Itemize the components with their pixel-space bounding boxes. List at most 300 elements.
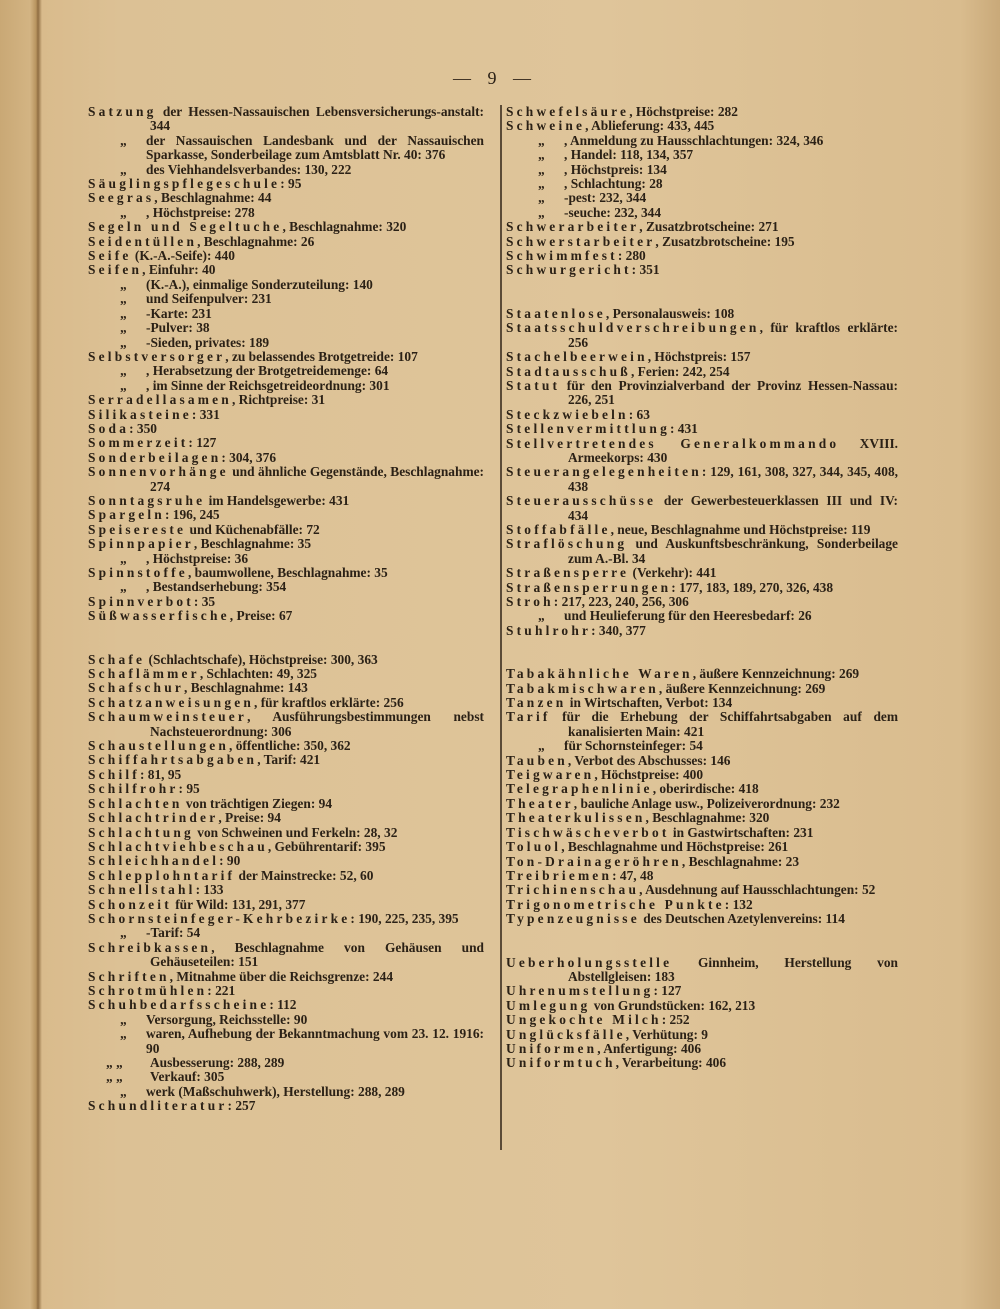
index-entry [88,177,484,191]
index-group [506,956,898,1071]
index-references: : 340, 377 [591,622,646,638]
index-entry [88,566,484,580]
index-entry [88,681,484,695]
index-references: der Gewerbesteuerklassen III und IV: 434 [568,493,898,523]
index-headword: Schuhbedarfsscheine [88,997,270,1013]
ditto-mark: „ [538,161,545,177]
ditto-mark: „ [120,363,127,379]
index-headword: Selbstversorger [88,348,226,364]
index-headword: Steuerausschüsse [506,493,657,509]
index-group [506,105,898,278]
index-column-left [88,105,484,1143]
index-entry [506,797,898,811]
index-entry [506,437,898,466]
index-references: : 81, 95 [139,766,182,782]
ditto-mark: „ [538,204,545,220]
index-references: für den Provinzialverband der Provinz Hessen-Nassau: 226, 251 [560,377,898,408]
index-entry [88,826,484,840]
index-entry [506,782,898,796]
index-subentry [506,191,898,205]
index-references: : 112 [269,997,297,1013]
index-entry [88,854,484,868]
index-headword: Staatenlose [506,305,606,321]
index-references: , zu belassendes Brotgetreide: 107 [225,348,418,364]
index-references: in Gastwirtschaften: 231 [669,824,814,840]
index-headword: Ton-Drainageröhren [506,853,682,869]
index-headword: Statut [506,377,561,393]
index-references: , Personalausweis: 108 [605,305,735,321]
ditto-mark: „ [120,204,127,220]
index-entry [506,465,898,494]
index-references: : 350 [129,420,157,436]
ditto-mark: „ [120,132,127,148]
index-entry [506,581,898,595]
index-entry [506,105,898,119]
index-references: von Grundstücken: 162, 213 [590,997,756,1013]
ditto-mark: „ [538,132,545,148]
index-references: des Deutschen Azetylenvereins: 114 [639,911,845,927]
index-headword: Stellenvermittlung [506,421,670,437]
index-references: und ähnliche Gegenstände, Beschlagnahme: 274 [150,464,484,494]
index-headword: Steckzwiebeln [506,406,629,422]
index-entry [88,105,484,134]
index-references: , oberirdische: 418 [652,781,759,797]
index-subentry [88,580,484,594]
index-references: , baumwollene, Beschlagnahme: 35 [187,565,388,580]
index-entry [506,595,898,609]
index-headword: Stachelbeerwein [506,349,648,365]
index-references: : 217, 223, 240, 256, 306 [553,594,689,609]
index-entry [88,494,484,508]
index-entry [88,408,484,422]
index-subentry [506,739,898,753]
index-entry [506,350,898,364]
index-headword: Trichinenschau [506,882,640,898]
ditto-mark: „ [538,147,545,163]
index-entry [88,220,484,234]
index-entry [88,941,484,970]
index-group [506,307,898,638]
index-references: : 280 [617,248,646,264]
ditto-mark: „ [538,738,545,754]
ditto-mark: „ [120,276,127,292]
index-references: , neue, Beschlagnahme und Höchstpreise: 119 [610,521,871,537]
index-headword: Stuhlrohr [506,622,592,638]
index-subentry [88,379,484,393]
index-references: werk (Maßschuhwerk), Herstellung: 288, 289 [146,1083,405,1099]
index-entry [506,754,898,768]
index-references: , Bestandserhebung: 354 [146,579,287,595]
index-references: , Ablieferung: 433, 445 [585,118,715,134]
index-headword: Sonderbeilagen [88,449,222,465]
index-entry [506,855,898,869]
index-headword: Theaterkulissen [506,810,646,826]
index-entry [506,696,898,710]
index-references: , Gebührentarif: 395 [267,838,386,854]
index-entry [88,710,484,739]
index-headword: Schwimmfest [506,248,618,264]
index-references: , Beschlagnahme: 44 [154,190,272,206]
index-entry [88,753,484,767]
index-subentry [88,163,484,177]
index-headword: Säuglingspflegeschule [88,176,281,192]
index-entry [88,782,484,796]
index-group [88,653,484,1114]
ditto-mark: „ [120,1011,127,1027]
index-headword: Stellvertretendes Generalkommando [506,435,840,451]
index-references: und Seifenpulver: 231 [146,291,272,307]
index-entry [506,956,898,985]
index-references: des Viehhandelsverbandes: 130, 222 [146,161,352,177]
index-headword: Stoffabfälle [506,521,611,537]
index-headword: Treibriemen [506,867,613,883]
index-headword: Schriften [88,968,170,984]
index-references: , äußere Kennzeichnung: 269 [658,680,826,696]
index-entry [88,595,484,609]
index-entry [506,523,898,537]
index-subentry [88,206,484,220]
index-references: , Verhütung: 9 [625,1026,708,1042]
index-headword: Spinnstoffe [88,565,188,580]
index-entry [88,739,484,753]
index-entry [506,682,898,696]
index-entry [88,436,484,450]
index-references: Ausbesserung: 288, 289 [150,1055,285,1070]
index-entry [506,883,898,897]
index-headword: Schaflämmer [88,666,200,682]
index-entry [88,883,484,897]
index-references: , Beschlagnahme: 320 [282,219,407,235]
index-headword: Schleichhandel [88,853,220,869]
index-references: Ginnheim, Herstellung von Abstellgleisen: 183 [568,954,898,984]
index-references: , Beschlagnahme: 35 [193,536,312,552]
index-references: : 129, 161, 308, 327, 344, 345, 408, 438 [568,464,898,494]
index-entry [506,119,898,133]
index-subentry [88,292,484,306]
index-subentry [88,552,484,566]
index-headword: Staatsschuldverschreibungen [506,320,760,336]
index-headword: Schrotmühlen [88,982,208,998]
index-headword: Soda [88,420,130,436]
index-references: Verkauf: 305 [150,1069,225,1085]
ditto-mark: „ [120,1083,127,1099]
ditto-mark: „ „ [106,1069,123,1085]
index-references: , Höchstpreis: 157 [647,349,751,365]
index-references: -Sieden, privates: 189 [146,334,270,350]
ditto-mark: „ [120,377,127,393]
index-headword: Seifen [88,262,143,278]
index-entry [506,898,898,912]
index-subentry [506,134,898,148]
column-divider [500,105,502,1150]
index-headword: Seife [88,248,132,264]
index-entry [88,667,484,681]
index-references: -Karte: 231 [146,305,212,321]
index-subentry [506,163,898,177]
index-headword: Schiffahrtsabgaben [88,752,258,768]
index-references: (Verkehr): 441 [629,565,717,581]
index-references: : 132 [724,896,753,912]
index-headword: Schundliteratur [88,1098,228,1114]
index-entry [506,811,898,825]
index-references: -Pulver: 38 [146,320,210,336]
index-references: waren, Aufhebung der Bekanntmachung vom 23. 12. 1916: 90 [146,1026,484,1056]
ditto-mark: „ [120,161,127,177]
index-references: : 190, 225, 235, 395 [350,910,459,926]
index-entry [506,537,898,566]
index-entry [506,566,898,580]
index-references: , äußere Kennzeichnung: 269 [692,666,860,682]
index-references: , Richtpreise: 31 [231,392,326,408]
index-references: , Höchstpreise: 36 [146,550,249,566]
index-references: , Zusatzbrotscheine: 271 [639,219,779,235]
index-headword: Uniformtuch [506,1055,616,1071]
index-headword: Tischwäscheverbot [506,824,670,840]
index-headword: Sonnenvorhänge [88,464,229,480]
index-subentry [88,307,484,321]
index-subentry [88,1070,484,1084]
index-headword: Schlachten [88,795,183,811]
index-headword: Theater [506,795,574,811]
index-entry [506,840,898,854]
index-headword: Satzung [88,104,157,119]
index-headword: Schafe [88,651,146,667]
index-headword: Straßensperrungen [506,579,672,595]
index-references: , für kraftlos erklärte: 256 [254,694,404,710]
index-references: , Preise: 94 [218,810,281,826]
index-headword: Schonzeit [88,896,172,912]
index-headword: Schaumweinsteuer [88,709,248,725]
ditto-mark: „ „ [106,1055,123,1070]
index-references: : 95 [178,781,200,797]
index-headword: Stroh [506,594,554,609]
index-references: , Beschlagnahme: 26 [197,233,315,249]
index-entry [506,263,898,277]
index-entry [506,912,898,926]
index-entry [88,840,484,854]
index-references: , Anmeldung zu Hausschlachtungen: 324, 346 [564,132,824,148]
index-headword: Tauben [506,752,568,768]
index-references: -seuche: 232, 344 [564,204,662,220]
index-references: : 127 [653,983,682,999]
index-references: -Tarif: 54 [146,925,201,941]
index-references: von Schweinen und Ferkeln: 28, 32 [193,824,398,840]
index-headword: Unglücksfälle [506,1026,626,1042]
index-subentry [88,1013,484,1027]
index-entry [88,898,484,912]
index-entry [506,624,898,638]
index-entry [88,191,484,205]
index-headword: Schwurgericht [506,262,632,278]
index-headword: Uhrenumstellung [506,983,654,999]
index-headword: Ungekochte Milch [506,1012,662,1028]
index-entry [506,768,898,782]
index-references: , Zusatzbrotscheine: 195 [655,233,795,249]
index-entry [506,1042,898,1056]
index-references: , Ferien: 242, 254 [630,363,730,379]
index-entry [88,249,484,263]
index-headword: Silikasteine [88,406,192,422]
index-subentry [88,336,484,350]
index-headword: Spinnpapier [88,536,194,552]
index-entry [506,249,898,263]
index-headword: Schreibkassen [88,939,212,955]
ditto-mark: „ [120,320,127,336]
index-references: , Tarif: 421 [257,752,321,768]
index-entry [506,984,898,998]
index-headword: Schweine [506,118,586,134]
ditto-mark: „ [538,608,545,624]
index-headword: Ueberholungsstelle [506,954,673,970]
index-entry [506,408,898,422]
index-references: , Ausführungsbestimmungen nebst Nachsteuerordnung: 306 [150,709,484,739]
index-headword: Schilfrohr [88,781,179,797]
index-references: der Nassauischen Landesbank und der Nassauischen Sparkasse, Sonderbeilage zum Amtsblatt Nr. 40: 376 [146,132,484,163]
index-headword: Schafschur [88,680,184,696]
index-references: : 127 [188,435,217,451]
index-references: : 331 [191,406,220,422]
index-entry [88,263,484,277]
index-references: der Mainstrecke: 52, 60 [235,867,374,883]
index-entry [88,465,484,494]
index-references: , Beschlagnahme von Gehäusen und Gehäuseteilen: 151 [150,939,484,970]
index-headword: Sommerzeit [88,435,189,451]
index-references: , Schlachtung: 28 [564,176,663,192]
index-references: für Wild: 131, 291, 377 [171,896,306,912]
index-references: : 47, 48 [612,867,654,883]
index-references: : 351 [631,262,660,278]
index-entry [88,768,484,782]
index-references: : 252 [661,1012,690,1028]
index-entry [506,999,898,1013]
index-headword: Schnellstahl [88,882,196,898]
index-references: , im Sinne der Reichsgetreideordnung: 301 [146,377,390,393]
index-subentry [88,1085,484,1099]
index-headword: Schwefelsäure [506,104,630,119]
index-entry [506,321,898,350]
index-entry [506,379,898,408]
index-entry [88,508,484,522]
index-headword: Schlachtviehbeschau [88,838,268,854]
index-entry [506,826,898,840]
index-references: , Einfuhr: 40 [142,262,216,278]
index-subentry [506,609,898,623]
index-references: , Beschlagnahme: 143 [184,680,308,696]
index-references: , Herabsetzung der Brotgetreidemenge: 64 [146,363,389,379]
index-references: : 431 [669,421,698,437]
index-headword: Seidentüllen [88,233,198,249]
index-subentry [88,364,484,378]
index-references: , Handel: 118, 134, 357 [564,147,694,163]
ditto-mark: „ [120,1026,127,1042]
index-entry [506,710,898,739]
index-references: (K.-A.), einmalige Sonderzuteilung: 140 [146,276,373,292]
index-headword: Tarif [506,709,551,725]
index-headword: Schlepplohntarif [88,867,236,883]
index-references: : 196, 245 [164,507,220,523]
index-references: : 133 [195,882,224,898]
index-entry [88,653,484,667]
index-entry [506,1056,898,1070]
index-subentry [88,926,484,940]
index-references: : 95 [280,176,302,192]
index-headword: Steuerangelegenheiten [506,464,702,480]
index-entry [88,235,484,249]
index-headword: Segeln und Segeltuche [88,219,283,235]
index-entry [506,667,898,681]
index-references: , Höchstpreise: 278 [146,204,255,220]
index-references: , Höchstpreis: 134 [564,161,667,177]
index-references: : 221 [207,982,236,998]
index-references: für die Erhebung der Schiffahrtsabgaben auf dem kanalisierten Main: 421 [550,709,898,739]
index-entry [506,365,898,379]
index-references: für Schornsteinfeger: 54 [564,738,703,754]
ditto-mark: „ [120,291,127,307]
index-references: (K.-A.-Seife): 440 [131,248,235,264]
index-subentry [88,1027,484,1056]
ditto-mark: „ [120,579,127,595]
ditto-mark: „ [538,190,545,206]
index-subentry [506,177,898,191]
ditto-mark: „ [120,305,127,321]
index-headword: Straßensperre [506,565,630,581]
index-references: , öffentliche: 350, 362 [229,738,351,754]
index-entry [88,451,484,465]
index-references: : 35 [193,593,216,609]
index-entry [88,350,484,364]
index-subentry [88,278,484,292]
index-headword: Schwerstarbeiter [506,233,656,249]
index-headword: Seegras [88,190,155,206]
index-headword: Süßwasserfische [88,608,230,624]
index-references: , Höchstpreise: 400 [594,767,704,783]
index-headword: Sonntagsruhe [88,492,206,508]
index-subentry [88,1056,484,1070]
index-references: , Ausdehnung auf Hausschlachtungen: 52 [639,882,876,898]
index-entry [88,609,484,623]
index-entry [88,393,484,407]
index-entry [506,1013,898,1027]
index-entry [88,537,484,551]
index-column-right [506,105,898,1100]
index-group [506,667,898,926]
index-references: : 257 [227,1098,256,1114]
index-entry [88,422,484,436]
index-references: Versorgung, Reichsstelle: 90 [146,1011,308,1027]
index-references: , Anfertigung: 406 [597,1040,702,1056]
index-headword: Tanzen [506,695,567,711]
index-references: , für kraftlos erklärte: 256 [568,320,898,350]
index-entry [88,797,484,811]
index-references: der Hessen-Nassauischen Lebensversicherungs-anstalt: 344 [150,104,484,134]
index-entry [88,1099,484,1113]
index-headword: Schlachtung [88,824,194,840]
index-references: XVIII. Armeekorps: 430 [568,435,898,465]
ditto-mark: „ [120,925,127,941]
index-references: , bauliche Anlage usw., Polizeiverordnung: 232 [573,795,840,811]
index-references: , Mitnahme über die Reichsgrenze: 244 [169,968,394,984]
index-references: von trächtigen Ziegen: 94 [182,795,333,811]
index-headword: Schaustellungen [88,738,230,754]
index-references: , Verbot des Abschusses: 146 [567,752,731,768]
index-references: , Verarbeitung: 406 [615,1055,727,1071]
index-references: im Handelsgewerbe: 431 [205,492,350,508]
index-headword: Uniformen [506,1040,598,1056]
index-entry [506,1028,898,1042]
index-headword: Spargeln [88,507,165,523]
index-headword: Schornsteinfeger-Kehrbezirke [88,910,351,926]
index-entry [88,869,484,883]
